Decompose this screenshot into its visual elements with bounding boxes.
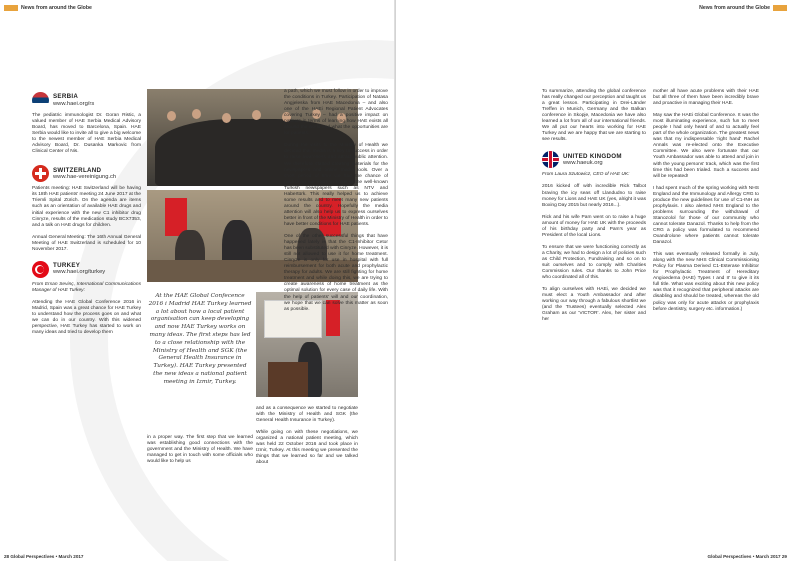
- column-5: [653, 89, 759, 319]
- uk-paragraph: To ensure that we were functioning correctly as a Charity, we had to design a lot of policies such as Child Protection, Fundraising and so on to suit ourselves and to comply with Charities Commission rules. Our thanks to John Price who coordinated all of this.: [542, 244, 646, 281]
- uk-paragraph: May saw the HAEi Global Conference. It was the most illuminating experience, such fun to meet people I had only heard of and to actually feel part of the whole organization. The greatest news was that my indispensable 'right hand' Rachel Annals was re-elected onto the Executive Committee. We also were fortunate that our Youth Ambassador was able to attend and join in with the young persons' track, which was the first time this had been trialed. Such a success and will be repeated!: [653, 113, 759, 179]
- country-url[interactable]: www.haeuk.org: [563, 159, 603, 166]
- header-title: News from around the Globe: [699, 5, 770, 11]
- turkey-summary-paragraph: To summarize, attending the global conference has really changed our perception and taught us a great lesson. Participating in Drei-Länder Treffen in Munich, Germany and the Balkan conference in Skopje, Macedonia we have also learned a lot from all of our international friends. We all put our hearts into working for HAE Turkey and we are happy that we are starting to see results.: [542, 89, 646, 143]
- turkey-column-3: [284, 89, 388, 319]
- country-heading-serbia: [32, 92, 141, 109]
- turkey-paragraph: in a proper way. The first step that we learned was establishing good connections with the government and the Ministry of Health. We have managed to get in touch with some officials who would like to help us: [147, 435, 253, 465]
- uk-paragraph: To align ourselves with HAEi, we decided we must elect a Youth Ambassador and after working our way through a fabulous shortlist we (and the Trustees) eventually selected Alex Graham as our 'VICTOR'. Alex, her sister and her: [542, 287, 646, 323]
- person-head: [167, 111, 176, 121]
- uk-flag-icon: [542, 151, 559, 168]
- serbia-paragraph: The pediatric immunologist Dr. Goran Ristic, a valued member of HAE Serbia Medical Advisory Board, has moved to Barcelona, Spain. HAE Serbia would like to invite all to give a big welcome to the newest member of HAE Serbia Medical Advisory Board, Dr. Dusanka Markovic from Clinical Center of Nis.: [32, 113, 141, 155]
- turkey-flag-icon: [32, 261, 49, 278]
- column-2a: [147, 435, 253, 471]
- switzerland-paragraph: Annual General Meeting: The 16th Annual General Meeting of HAE Switzerland is scheduled for 10 November 2017.: [32, 234, 141, 252]
- country-url[interactable]: www.haei.org/turkey: [53, 269, 106, 276]
- uk-paragraph: Rick and his wife Pam went on to raise a huge amount of money for HAE UK with the proceeds of his birthday party and Pam's year as President of the local Lions.: [542, 214, 646, 238]
- switzerland-flag-icon: [32, 165, 49, 182]
- turkey-paragraph: and as a consequence we started to negotiate with the Ministry of Health and SGK (the General Health Insurance in Turkey).: [256, 406, 358, 424]
- page-footer-left: 28 Global Perspectives • March 2017: [4, 554, 84, 559]
- person-head: [252, 110, 261, 120]
- person-head: [222, 113, 231, 123]
- serbia-flag-icon: [32, 92, 49, 109]
- turkey-paragraph: One of the other successful things that have happened lately is that the C1-Inhibitor Cetor has been substituted with Cinryze. However, it is still not allowed to use it for home treatment. Cinryze is only for use in hospital with full reimbursement for both acute and prophylactic therapy for adults. We are still fighting for home treatment and while doing this, we are trying to create awareness of home treatment as the optimal solution for every case of daily life. With the help of patients' will and our coordination, we hope that we can solve this matter as soon as possible.: [284, 234, 388, 312]
- country-url[interactable]: www.hae-vereinigung.ch: [53, 173, 117, 180]
- pull-quote: At the HAE Global Confecence 2016 i Madrid HAE Turkey learned a lot about how a local patient organisation can keep developing and now HAE Turkey works on many ideas. The first steps has led to a close relationship with the Ministry of Health and SGK (the General Health Insurance in Turkey). HAE Turkey presented the new ideas a national patient meeting in Izmir, Turkey.: [148, 293, 252, 385]
- uk-paragraph: mother all have acute problems with their HAE but all three of them have been incredibly brave and proactive in managing their HAE.: [653, 89, 759, 107]
- person-head: [192, 109, 201, 119]
- country-name: SWITZERLAND: [53, 166, 102, 174]
- page-footer-right: Global Perspectives • March 2017 29: [707, 554, 787, 559]
- uk-paragraph: This was eventually released formally in July, along with the new NHS Clinical Commissioning Policy for Plasma Derived C1-Esterase Inhibitor for Prophylactic Treatment of Hereditary Angioedema (HAE) Types I and II' to give it its full title. What was exciting about this new policy was that it recognized that peripheral attacks are disabling and should be treated, whereas the old policy was only for acute attacks or prophylaxis before dentistry, surgery etc. information.): [653, 252, 759, 312]
- header-accent-bar: [773, 5, 787, 11]
- uk-paragraph: I had spent much of the spring working with NHS England and the Immunology and Allergy CRG to produce the new guidelines for use of C1-INH as prophylaxis. I also alerted NHS England to the problems surrounding the withdrawal of Stanozolol for those of our community who cannot tolerate Danazol. Thanks to help from the CRG a policy was formulated to recommend Oxandrolone where patients cannot tolerate Danazol.: [653, 185, 759, 246]
- country-name: UNITED KINGDOM: [563, 152, 622, 160]
- country-name: SERBIA: [53, 93, 79, 101]
- switzerland-paragraph: Patients meeting: HAE Switzerland will be having its 18th HAE patients' meeting 24 June 2017 at the Triemli Spital Zürich. On the agenda are items such as an orientation of available HAE drugs and initial experience with the new C1 inhibitor drug Cinryze, results of the medication study BCX7353, and a talk on HAE drugs for children.: [32, 186, 141, 228]
- country-name: TURKEY: [53, 262, 81, 270]
- right-page: [396, 0, 791, 561]
- country-heading-switzerland: [32, 165, 141, 182]
- turkey-paragraph: Attending the HAE Global Conference 2016 in Madrid, Spain was a great chance for HAE Turkey to understand how the process goes on and what we can do in our country. With this widened perspective, HAE Turkey has started to work on many ideas and tried to develop them: [32, 299, 141, 336]
- podium: [268, 362, 308, 397]
- uk-paragraph: 2016 kicked off with incredible Rick Talbot braving the icy seas off Llandudno to raise money for Lions and HAE UK (yes, alright it was Boxing Day 2015 but nearly 2016...).: [542, 184, 646, 208]
- header-accent-bar: [4, 5, 18, 11]
- country-heading-turkey: [32, 261, 141, 278]
- turkey-paragraph: While going on with these negotiations, we organized a national patient meeting, which was held 22 October 2016 and took place in Izmir, Turkey. At this meeting we presented the things that we learned so far and we talked about: [256, 430, 358, 466]
- country-heading-uk: [542, 151, 646, 168]
- page-header-left: [4, 3, 92, 13]
- country-url[interactable]: www.haei.org/rs: [53, 100, 95, 107]
- turkey-paragraph: During the visits to the Ministry of Health we decided that media is a key to success in order to raise awareness and attract public attention. We therefore started creating materials for the newspapers and online media tools. Over a short period of time we had the chance of publishing our news in some of the well-known Turkish newspapers such as NTV and Habertürk. This really helped us to achieve some results and to meet many new patients around the country. Hopefully the media attention will also help us to express ourselves better in front of the Ministry of Health in order to have better conditions for HAE patients.: [284, 143, 388, 227]
- turkey-paragraph: a path, which we must follow in order to improve the conditions in Turkey. Participation of Natasa Angjeleska from HAE Macedonia – and also one of the HAEi Regional Patient Advocates covering Turkey – had a positive impact on patients in terms of learning how HAE exists all around the world and what the opportunities are for patients.: [284, 89, 388, 137]
- page-header-right: [699, 3, 787, 13]
- uk-byline: From Laura Szutowicz, CEO of HAE UK:: [542, 172, 630, 178]
- column-4: [542, 89, 646, 329]
- turkey-byline: From Ersan Sevinç, International Communications Manager of HAE Turkey:: [32, 281, 141, 293]
- column-1: [32, 86, 141, 342]
- header-title: News from around the Globe: [21, 5, 92, 11]
- column-2b: [256, 406, 358, 472]
